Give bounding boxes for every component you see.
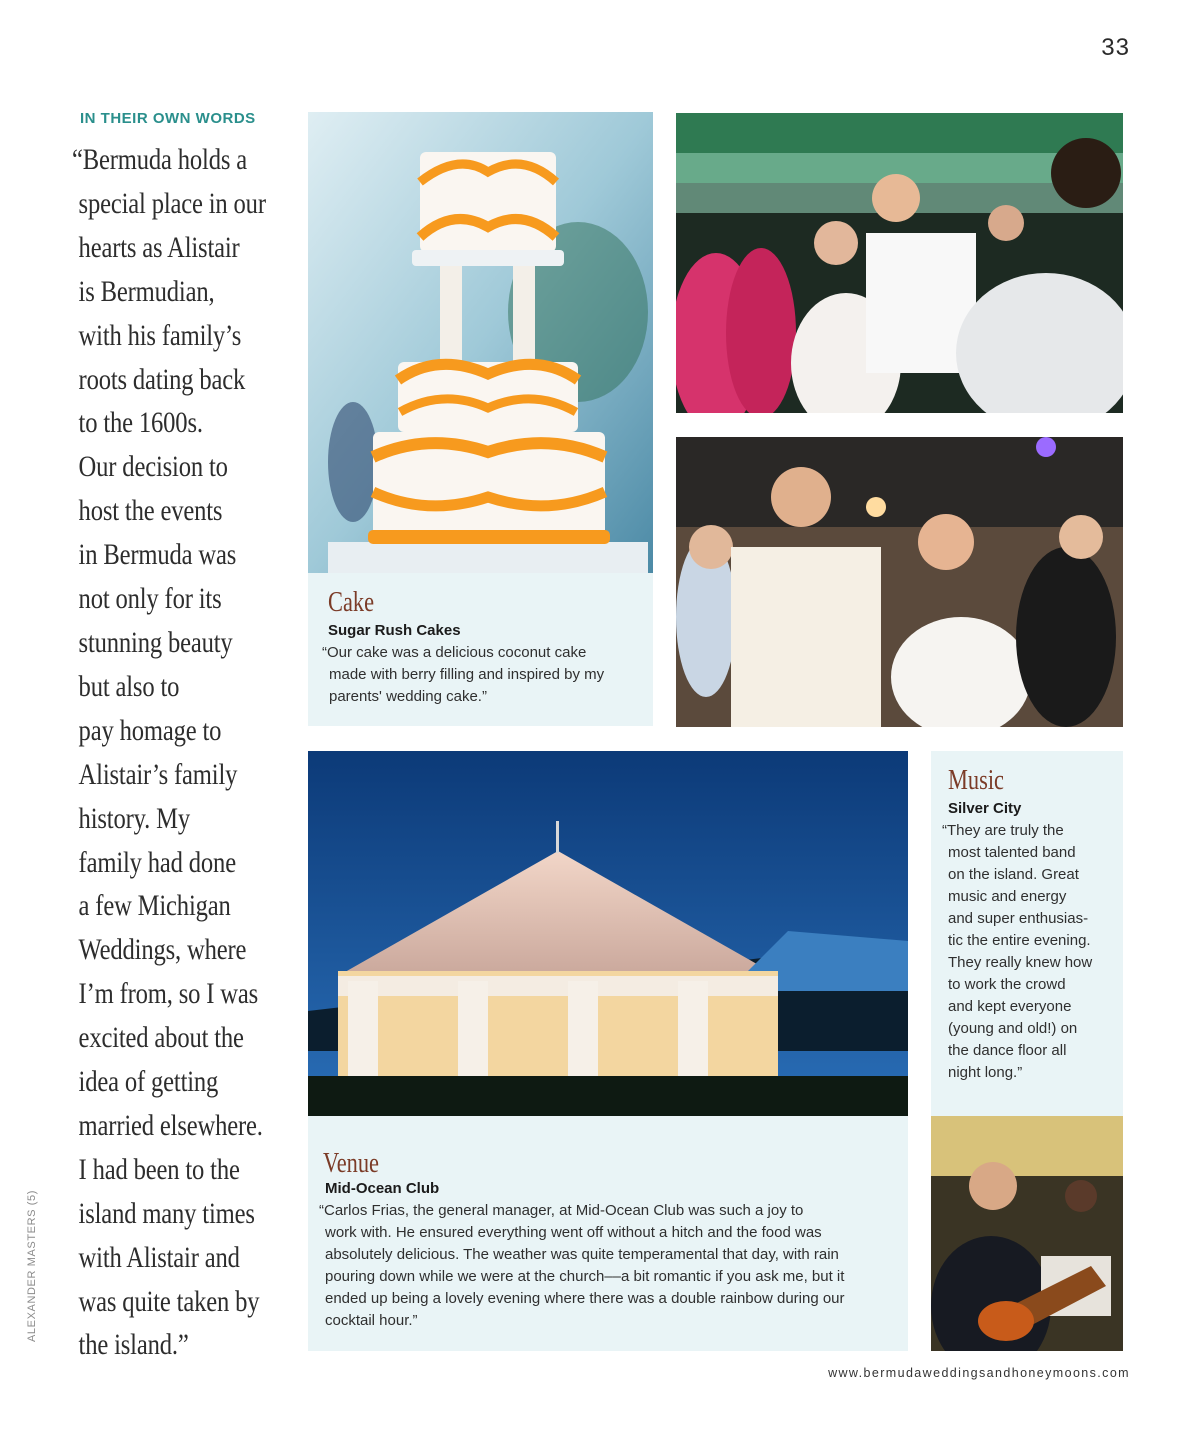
music-quote-line: music and energy	[948, 888, 1067, 905]
quote-line: with Alistair and	[78, 1240, 240, 1274]
photo-credit: ALEXANDER MASTERS (5)	[26, 1190, 38, 1342]
quote-line: host the events	[78, 494, 223, 528]
quote-line: not only for its	[78, 582, 222, 616]
quote-line: hearts as Alistair	[78, 230, 240, 264]
cake-title: Cake	[328, 587, 375, 618]
quote-line: is Bermudian,	[78, 274, 215, 308]
quote-line: idea of getting	[78, 1065, 219, 1099]
dance-photo-bottom	[676, 437, 1123, 727]
dance-photo-top	[676, 113, 1123, 413]
quote-line: the island.”	[78, 1328, 189, 1362]
music-quote-line: night long.”	[948, 1064, 1023, 1081]
music-quote-line: the dance floor all	[948, 1042, 1067, 1059]
music-vendor: Silver City	[948, 800, 1022, 817]
cake-photo	[308, 112, 653, 573]
quote-line: island many times	[78, 1196, 255, 1230]
quote-line: with his family’s	[78, 318, 242, 352]
venue-quote-line: pouring down while we were at the church––a bit romantic if you ask me, but it	[325, 1268, 845, 1285]
music-quote-line: and kept everyone	[948, 998, 1072, 1015]
quote-line: excited about the	[78, 1021, 244, 1055]
venue-title: Venue	[323, 1148, 379, 1179]
quote-line: a few Michigan	[78, 889, 231, 923]
quote-line: special place in our	[78, 186, 266, 220]
band-photo	[931, 1116, 1123, 1351]
quote-line: to the 1600s.	[78, 406, 203, 440]
venue-tent-photo	[308, 751, 908, 1116]
music-quote-line: to work the crowd	[948, 976, 1066, 993]
website-url: www.bermudaweddingsandhoneymoons.com	[828, 1366, 1130, 1380]
quote-line: pay homage to	[78, 713, 222, 747]
venue-quote-line: work with. He ensured everything went off without a hitch and the food was	[325, 1224, 822, 1241]
quote-line: Our decision to	[78, 450, 228, 484]
quote-line: in Bermuda was	[78, 538, 237, 572]
music-quote-line: They really knew how	[948, 954, 1093, 971]
section-kicker: IN THEIR OWN WORDS	[80, 110, 256, 127]
music-quote-line: most talented band	[948, 844, 1076, 861]
venue-caption	[308, 1116, 908, 1351]
quote-line: family had done	[78, 845, 236, 879]
quote-line: but also to	[78, 669, 180, 703]
music-quote-line: (young and old!) on	[948, 1020, 1078, 1037]
music-quote-line: and super enthusias-	[948, 910, 1089, 927]
cake-quote-line: made with berry filling and inspired by my	[329, 666, 605, 683]
cake-caption	[308, 573, 653, 726]
cake-quote-line: “Our cake was a delicious coconut cake	[322, 644, 587, 661]
venue-vendor: Mid-Ocean Club	[325, 1180, 440, 1197]
venue-quote-line: ended up being a lovely evening where there was a double rainbow during our	[325, 1290, 845, 1307]
quote-line: Alistair’s family	[78, 757, 238, 791]
music-caption	[931, 751, 1123, 1116]
quote-line: stunning beauty	[78, 625, 233, 659]
pull-quote	[72, 138, 297, 1367]
quote-line: I’m from, so I was	[78, 977, 259, 1011]
venue-quote-line: “Carlos Frias, the general manager, at Mid-Ocean Club was such a joy to	[319, 1202, 804, 1219]
quote-line: Weddings, where	[78, 933, 247, 967]
quote-line: roots dating back	[78, 362, 246, 396]
quote-line: married elsewhere.	[78, 1108, 263, 1142]
music-quote-line: “They are truly the	[942, 822, 1064, 839]
music-title: Music	[948, 765, 1004, 796]
venue-quote-line: absolutely delicious. The weather was quite temperamental that day, with rain	[325, 1246, 839, 1263]
music-quote-line: tic the entire evening.	[948, 932, 1091, 949]
page-number: 33	[1101, 34, 1130, 61]
cake-vendor: Sugar Rush Cakes	[328, 622, 461, 639]
quote-line: history. My	[78, 801, 190, 835]
cake-quote-line: parents' wedding cake.”	[329, 688, 487, 705]
quote-line: was quite taken by	[78, 1284, 260, 1318]
music-quote-line: on the island. Great	[948, 866, 1079, 883]
quote-line: “Bermuda holds a	[72, 143, 248, 176]
quote-line: I had been to the	[78, 1152, 240, 1186]
venue-quote-line: cocktail hour.”	[325, 1312, 418, 1329]
